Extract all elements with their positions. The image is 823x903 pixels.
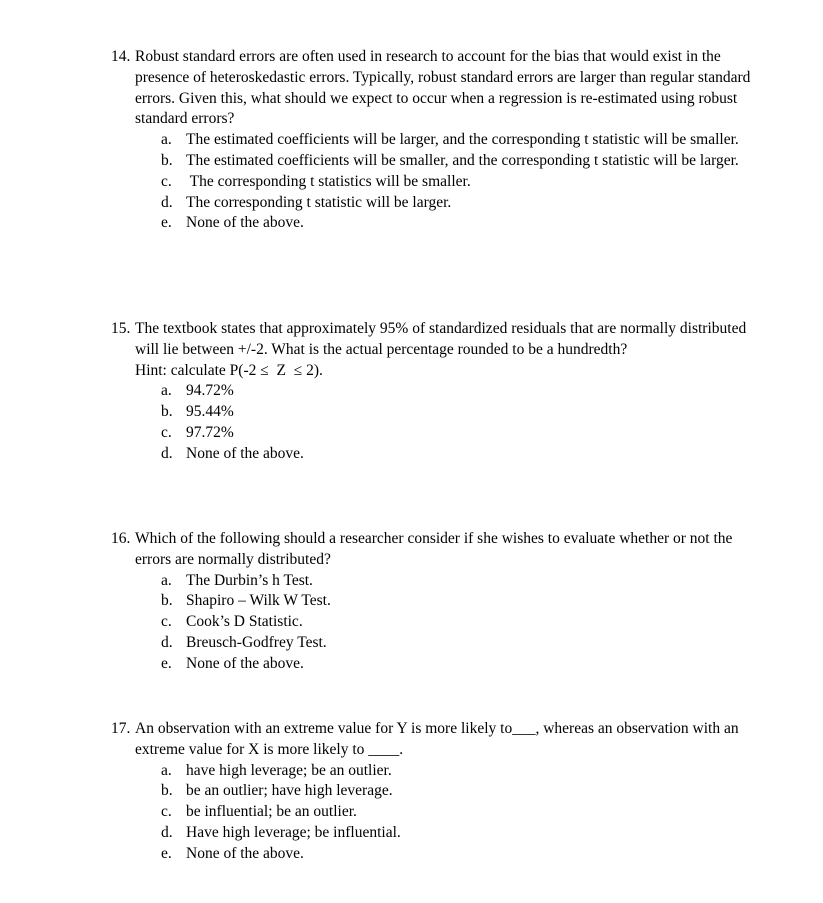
- choice-a: [111, 130, 751, 151]
- choice-letter: b.: [161, 151, 173, 169]
- choice-text: be an outlier; have high leverage.: [186, 782, 393, 800]
- choice-letter: a.: [161, 382, 172, 400]
- choice-letter: c.: [161, 423, 172, 441]
- choice-d: [111, 444, 751, 465]
- question-text: An observation with an extreme value for Y is more likely to___, whereas an observation with an extreme value for X is more likely to ____.: [135, 720, 739, 758]
- choice-b: [111, 402, 751, 423]
- choice-letter: e.: [161, 214, 172, 232]
- question-17: [111, 719, 751, 865]
- choice-d: [111, 823, 751, 844]
- choice-letter: b.: [161, 403, 173, 421]
- choice-letter: b.: [161, 782, 173, 800]
- choice-c: [111, 172, 751, 193]
- choice-list: [111, 571, 751, 675]
- choice-letter: d.: [161, 193, 173, 211]
- choice-letter: a.: [161, 131, 172, 149]
- choice-letter: e.: [161, 654, 172, 672]
- question-hint: Hint: calculate P(-2 ≤ Z ≤ 2).: [135, 361, 323, 379]
- choice-b: [111, 781, 751, 802]
- choice-letter: b.: [161, 592, 173, 610]
- question-number: 14.: [111, 48, 131, 65]
- choice-text: None of the above.: [186, 654, 304, 672]
- choice-list: [111, 381, 751, 464]
- question-16: [111, 529, 751, 675]
- choice-a: [111, 381, 751, 402]
- question-14: [111, 47, 751, 234]
- choice-b: [111, 591, 751, 612]
- choice-text: None of the above.: [186, 214, 304, 232]
- choice-letter: a.: [161, 571, 172, 589]
- choice-e: [111, 654, 751, 675]
- choice-e: [111, 213, 751, 234]
- question-text: Which of the following should a researcher consider if she wishes to evaluate whether or not the errors are normally distributed?: [135, 530, 733, 568]
- question-number: 16.: [111, 530, 131, 547]
- question-text: Robust standard errors are often used in research to account for the bias that would exist in the presence of heteroskedastic errors. Typically, robust standard errors are larger than regular standard errors. Given this, what should we expect to occur when a regression is re-estimated using robust standard errors?: [135, 48, 751, 128]
- choice-e: [111, 844, 751, 865]
- choice-text: Have high leverage; be influential.: [186, 823, 401, 841]
- choice-d: [111, 193, 751, 214]
- choice-letter: c.: [161, 172, 172, 190]
- choice-letter: d.: [161, 823, 173, 841]
- choice-c: [111, 423, 751, 444]
- choice-text: The estimated coefficients will be smaller, and the corresponding t statistic will be larger.: [186, 151, 739, 169]
- choice-a: [111, 761, 751, 782]
- choice-text: 95.44%: [186, 403, 234, 421]
- choice-d: [111, 633, 751, 654]
- choice-list: [111, 130, 751, 234]
- choice-a: [111, 571, 751, 592]
- choice-letter: a.: [161, 761, 172, 779]
- choice-list: [111, 761, 751, 865]
- choice-letter: d.: [161, 633, 173, 651]
- choice-letter: c.: [161, 613, 172, 631]
- choice-letter: d.: [161, 444, 173, 462]
- choice-text: 97.72%: [186, 423, 234, 441]
- choice-text: The corresponding t statistic will be larger.: [186, 193, 452, 211]
- choice-text: None of the above.: [186, 844, 304, 862]
- choice-text: The corresponding t statistics will be smaller.: [186, 172, 471, 190]
- choice-text: have high leverage; be an outlier.: [186, 761, 392, 779]
- choice-text: Cook’s D Statistic.: [186, 613, 303, 631]
- choice-text: be influential; be an outlier.: [186, 803, 357, 821]
- question-text: The textbook states that approximately 95% of standardized residuals that are normally distributed will lie between +/-2. What is the actual percentage rounded to be a hundredth?: [135, 320, 747, 358]
- choice-letter: e.: [161, 844, 172, 862]
- choice-text: The estimated coefficients will be larger, and the corresponding t statistic will be smaller.: [186, 131, 739, 149]
- choice-text: Shapiro – Wilk W Test.: [186, 592, 331, 610]
- choice-text: None of the above.: [186, 444, 304, 462]
- choice-b: [111, 151, 751, 172]
- choice-text: Breusch-Godfrey Test.: [186, 633, 327, 651]
- choice-text: 94.72%: [186, 382, 234, 400]
- question-15: [111, 319, 751, 465]
- choice-letter: c.: [161, 803, 172, 821]
- question-number: 17.: [111, 720, 131, 737]
- choice-text: The Durbin’s h Test.: [186, 571, 313, 589]
- choice-c: [111, 612, 751, 633]
- choice-c: [111, 802, 751, 823]
- question-number: 15.: [111, 320, 131, 337]
